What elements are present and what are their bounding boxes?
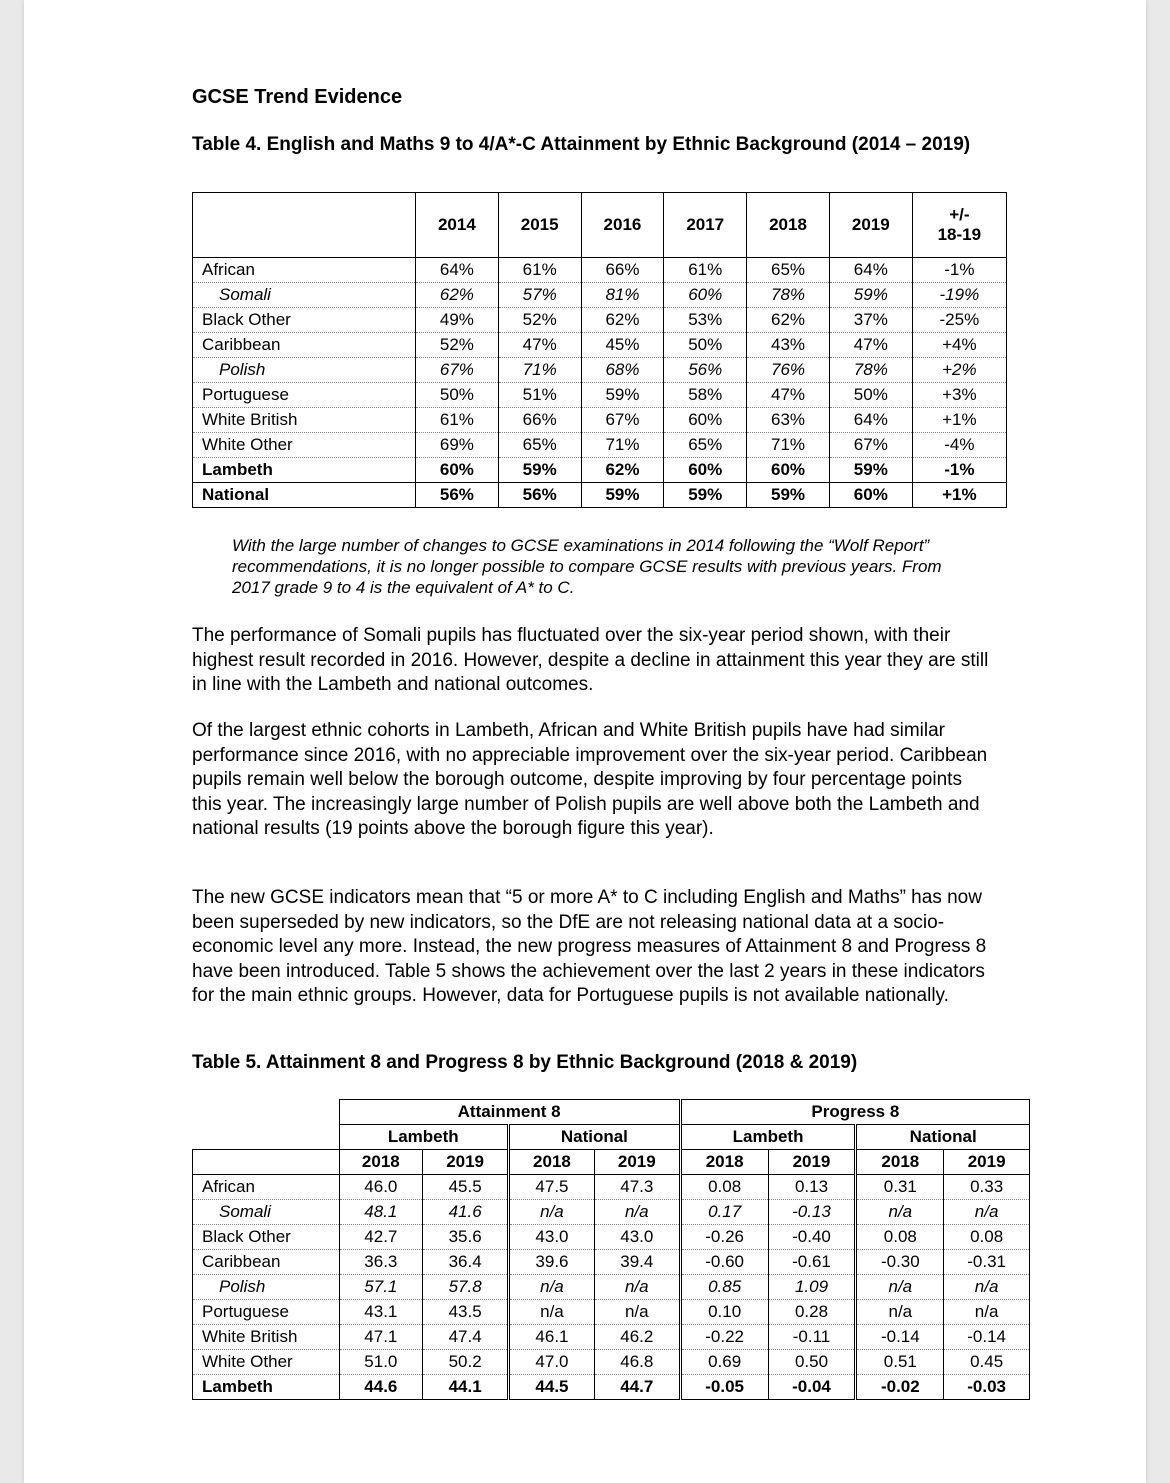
table4-cell: 47% [747,383,830,408]
table4-header-2015: 2015 [498,193,581,258]
table4-cell: 43% [747,333,830,358]
table4-cell: -1% [912,258,1006,283]
table4-cell: 68% [581,358,664,383]
table5-year: 2019 [594,1150,680,1175]
table4-cell: 57% [498,283,581,308]
table4-cell: 50% [416,383,499,408]
table5-cell: -0.11 [768,1325,856,1350]
table4-row-label: Caribbean [193,333,416,358]
page-heading: GCSE Trend Evidence [192,86,403,108]
table5-cell: -0.13 [768,1200,856,1225]
table5-cell: 47.1 [339,1325,423,1350]
table5-row [193,1175,1030,1200]
paragraph-cohorts: Of the largest ethnic cohorts in Lambeth, African and White British pupils have had similar performance since 2016, with no appreciable improvement over the six-year period. Caribbean pupils remain well below the borough outcome, despite improving by four percentage points this year. The increasingly large number of Polish pupils are well above both the Lambeth and national results (19 points above the borough figure this year). [192,720,988,839]
table4-cell: -1% [912,458,1006,483]
table5-row [193,1225,1030,1250]
table4-header-change-years: 18-19 [937,225,982,244]
table5-cell: -0.22 [680,1325,768,1350]
table5-cell: 36.3 [339,1250,423,1275]
table5-cell: 0.28 [768,1300,856,1325]
table4-cell: 69% [416,433,499,458]
table4-cell: 67% [581,408,664,433]
table5-cell: 0.13 [768,1175,856,1200]
table4-cell: 47% [829,333,912,358]
table5-row-label: Portuguese [193,1300,340,1325]
table5-cell: 44.5 [509,1375,595,1400]
table4-cell: -25% [912,308,1006,333]
table5-cell: 57.8 [423,1275,509,1300]
table4-cell: 64% [829,408,912,433]
table5-cell: n/a [856,1200,944,1225]
table4-cell: 62% [581,308,664,333]
table5-cell: -0.30 [856,1250,944,1275]
table4-cell: 65% [747,258,830,283]
table5-cell: 46.0 [339,1175,423,1200]
table5-cell: -0.05 [680,1375,768,1400]
paragraph-somali: The performance of Somali pupils has fluctuated over the six-year period shown, with their highest result recorded in 2016. However, despite a decline in attainment this year they are still in line with the Lambeth and national outcomes. [192,625,989,695]
table5-row-label: Caribbean [193,1250,340,1275]
table4-cell: 52% [416,333,499,358]
table5-cell: 0.08 [944,1225,1030,1250]
table5-row-label: Somali [193,1200,340,1225]
table4-cell: 53% [664,308,747,333]
table4-row-label: National [193,483,416,508]
table5-row-label: White British [193,1325,340,1350]
table4-cell: 59% [581,383,664,408]
table4-row [193,283,1007,308]
table5-cell: n/a [944,1200,1030,1225]
table4-cell: 61% [498,258,581,283]
table4-row-label: White British [193,408,416,433]
table5-cell: 45.5 [423,1175,509,1200]
table4-cell: 66% [498,408,581,433]
document-page [24,0,1146,1483]
table5-cell: 46.8 [594,1350,680,1375]
table5-cell: n/a [594,1300,680,1325]
table5-cell: 43.1 [339,1300,423,1325]
table5-row-label: Lambeth [193,1375,340,1400]
table5-cell: 44.6 [339,1375,423,1400]
table4-cell: 71% [498,358,581,383]
table4-cell: 59% [581,483,664,508]
table4-row [193,383,1007,408]
table4-cell: 61% [416,408,499,433]
table5-year: 2018 [339,1150,423,1175]
table5-cell: 44.1 [423,1375,509,1400]
table5-sub-lambeth-p8: Lambeth [680,1125,856,1150]
table5-year: 2018 [509,1150,595,1175]
table4-body [193,258,1007,508]
table4-cell: 64% [416,258,499,283]
table4-header-2016: 2016 [581,193,664,258]
table5-cell: 0.10 [680,1300,768,1325]
table5-subgroup-row [193,1125,1030,1150]
table4-row [193,483,1007,508]
table4-row-label: Portuguese [193,383,416,408]
table4-cell: -4% [912,433,1006,458]
table5-cell: 47.5 [509,1175,595,1200]
table4-cell: 66% [581,258,664,283]
table5-cell: -0.14 [944,1325,1030,1350]
table5-cell: 44.7 [594,1375,680,1400]
table5-cell: -0.31 [944,1250,1030,1275]
table5-cell: 46.2 [594,1325,680,1350]
table4-row [193,258,1007,283]
table5 [192,1099,1030,1400]
table4-cell: -19% [912,283,1006,308]
table4-cell: 76% [747,358,830,383]
table4-cell: 59% [829,458,912,483]
table5-cell: 0.17 [680,1200,768,1225]
table5-cell: 0.69 [680,1350,768,1375]
table5-cell: 0.45 [944,1350,1030,1375]
table5-cell: 43.5 [423,1300,509,1325]
table5-cell: -0.04 [768,1375,856,1400]
table5-sub-national-a8: National [509,1125,681,1150]
table4-cell: 78% [829,358,912,383]
table4-cell: 78% [747,283,830,308]
table4-cell: 58% [664,383,747,408]
table4-cell: 60% [664,408,747,433]
table5-year: 2018 [856,1150,944,1175]
table4-row [193,308,1007,333]
table4-cell: 50% [829,383,912,408]
table4-header-change [912,193,1006,258]
table4-row-label: White Other [193,433,416,458]
table5-cell: 1.09 [768,1275,856,1300]
table4-cell: +2% [912,358,1006,383]
table4-cell: 67% [416,358,499,383]
table5-cell: 47.0 [509,1350,595,1375]
table4-cell: +1% [912,483,1006,508]
table5-cell: -0.61 [768,1250,856,1275]
table4-header-2018: 2018 [747,193,830,258]
table5-cell: 43.0 [594,1225,680,1250]
table5-body [193,1175,1030,1400]
table4-cell: +4% [912,333,1006,358]
table5-year: 2019 [423,1150,509,1175]
table4-row [193,358,1007,383]
table4-cell: 45% [581,333,664,358]
table5-cell: n/a [944,1300,1030,1325]
table5-group-progress: Progress 8 [680,1100,1029,1125]
table5-cell: 51.0 [339,1350,423,1375]
table5-cell: n/a [509,1275,595,1300]
table5-sub-national-p8: National [856,1125,1030,1150]
table5-blank-cell [193,1125,340,1150]
table5-year: 2018 [680,1150,768,1175]
paragraph-indicators: The new GCSE indicators mean that “5 or more A* to C including English and Maths” has now been superseded by new indicators, so the DfE are not releasing national data at a socio-economic level any more. Instead, the new progress measures of Attainment 8 and Progress 8 have been introduced. Table 5 shows the achievement over the last 2 years in these indicators for the main ethnic groups. However, data for Portuguese pupils is not available nationally. [192,887,987,1006]
table5-row [193,1325,1030,1350]
table5-label-head [193,1150,340,1175]
table4-header-2017: 2017 [664,193,747,258]
table5-cell: -0.02 [856,1375,944,1400]
table5-row [193,1200,1030,1225]
table4-cell: 60% [416,458,499,483]
table4-header-2014: 2014 [416,193,499,258]
table5-cell: 0.85 [680,1275,768,1300]
table5-cell: 42.7 [339,1225,423,1250]
table4-cell: 71% [747,433,830,458]
table5-cell: n/a [509,1200,595,1225]
table4-cell: 56% [416,483,499,508]
table4-cell: 37% [829,308,912,333]
table5-cell: 39.6 [509,1250,595,1275]
table5-cell: n/a [856,1300,944,1325]
table5-year: 2019 [944,1150,1030,1175]
table5-group-attainment: Attainment 8 [339,1100,680,1125]
table5-cell: 36.4 [423,1250,509,1275]
table4-cell: 67% [829,433,912,458]
table5-cell: n/a [856,1275,944,1300]
table5-cell: 48.1 [339,1200,423,1225]
table4-cell: 62% [747,308,830,333]
table4-cell: 59% [498,458,581,483]
table4-header-blank [193,193,416,258]
table4-cell: 71% [581,433,664,458]
table4-cell: 47% [498,333,581,358]
table4-cell: 59% [664,483,747,508]
table5-cell: 46.1 [509,1325,595,1350]
table5-cell: n/a [594,1200,680,1225]
table5-cell: 35.6 [423,1225,509,1250]
table4-cell: 65% [664,433,747,458]
table5-year: 2019 [768,1150,856,1175]
table4-row-label: Lambeth [193,458,416,483]
table4-header-2019: 2019 [829,193,912,258]
table4-cell: 60% [747,458,830,483]
table5-row [193,1300,1030,1325]
table5-cell: n/a [594,1275,680,1300]
table5-cell: 0.51 [856,1350,944,1375]
table5-cell: -0.40 [768,1225,856,1250]
table4-cell: 59% [747,483,830,508]
table4-cell: 52% [498,308,581,333]
table5-row-label: African [193,1175,340,1200]
table4-cell: 64% [829,258,912,283]
table5-cell: 0.33 [944,1175,1030,1200]
table5-year-row [193,1150,1030,1175]
table5-row [193,1275,1030,1300]
table5-cell: 50.2 [423,1350,509,1375]
table5-sub-lambeth-a8: Lambeth [339,1125,509,1150]
table4-cell: 63% [747,408,830,433]
table4-cell: 65% [498,433,581,458]
table5-cell: n/a [944,1275,1030,1300]
table4-cell: 49% [416,308,499,333]
table4-header-row [193,193,1007,258]
table5-cell: 47.3 [594,1175,680,1200]
table5-cell: -0.03 [944,1375,1030,1400]
table4-cell: 50% [664,333,747,358]
table5-cell: 0.08 [856,1225,944,1250]
table5-cell: 0.31 [856,1175,944,1200]
table5-cell: -0.14 [856,1325,944,1350]
table4 [192,192,1007,508]
table4-cell: +3% [912,383,1006,408]
table4-row [193,408,1007,433]
table4-cell: 60% [829,483,912,508]
table4-cell: +1% [912,408,1006,433]
table5-cell: 39.4 [594,1250,680,1275]
table4-caption: Table 4. English and Maths 9 to 4/A*-C Attainment by Ethnic Background (2014 – 2019) [192,134,971,155]
table4-cell: 56% [664,358,747,383]
table5-cell: 57.1 [339,1275,423,1300]
table4-cell: 56% [498,483,581,508]
table4-cell: 62% [416,283,499,308]
table5-row-label: White Other [193,1350,340,1375]
table4-row-label: Somali [193,283,416,308]
table5-row [193,1375,1030,1400]
table4-row-label: African [193,258,416,283]
table5-row [193,1250,1030,1275]
table5-cell: -0.26 [680,1225,768,1250]
table4-cell: 51% [498,383,581,408]
table4-row [193,458,1007,483]
table5-caption: Table 5. Attainment 8 and Progress 8 by Ethnic Background (2018 & 2019) [192,1052,858,1073]
table5-cell: 0.50 [768,1350,856,1375]
table5-row [193,1350,1030,1375]
table5-cell: 43.0 [509,1225,595,1250]
table4-row-label: Polish [193,358,416,383]
table4-row [193,433,1007,458]
table5-cell: 41.6 [423,1200,509,1225]
table5-cell: -0.60 [680,1250,768,1275]
table5-cell: 47.4 [423,1325,509,1350]
table5-row-label: Polish [193,1275,340,1300]
table4-cell: 59% [829,283,912,308]
table4-cell: 81% [581,283,664,308]
table5-row-label: Black Other [193,1225,340,1250]
table4-row [193,333,1007,358]
table5-cell: n/a [509,1300,595,1325]
table4-cell: 62% [581,458,664,483]
table4-row-label: Black Other [193,308,416,333]
table4-header-change-sign: +/- [949,205,970,224]
table4-cell: 60% [664,458,747,483]
table4-note: With the large number of changes to GCSE examinations in 2014 following the “Wolf Report” recommendations, it is no longer possible to compare GCSE results with previous years. From 2017 grade 9 to 4 is the equivalent of A* to C. [232,536,942,597]
table4-cell: 61% [664,258,747,283]
table5-cell: 0.08 [680,1175,768,1200]
table5-blank-cell [193,1100,340,1125]
table5-group-row [193,1100,1030,1125]
table4-cell: 60% [664,283,747,308]
